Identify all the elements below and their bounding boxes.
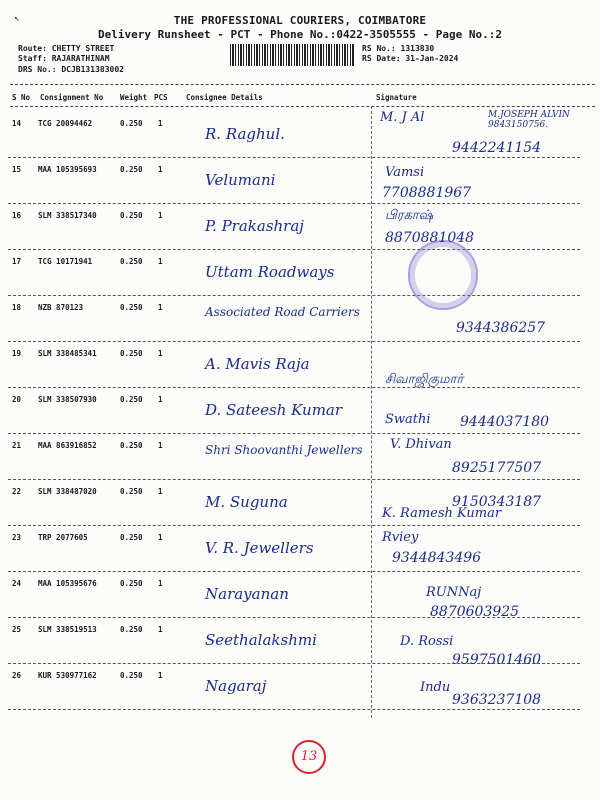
- company-stamp: [408, 240, 478, 310]
- col-sno: S No: [12, 93, 31, 102]
- row-phone: 8870603925: [430, 604, 520, 620]
- table-row: [0, 203, 600, 249]
- row-consignment: TRP 2077605: [38, 533, 88, 542]
- row-weight: 0.250: [120, 211, 143, 220]
- row-pcs: 1: [158, 671, 163, 680]
- table-row: [0, 249, 600, 295]
- row-consignment: SLM 338519513: [38, 625, 97, 634]
- row-consignee: R. Raghul.: [205, 125, 285, 143]
- row-pcs: 1: [158, 303, 163, 312]
- row-signature: Indu: [420, 680, 451, 695]
- row-sno: 21: [12, 441, 22, 450]
- row-sno: 19: [12, 349, 22, 358]
- row-signature: K. Ramesh Kumar: [382, 506, 502, 521]
- row-pcs: 1: [158, 579, 163, 588]
- row-pcs: 1: [158, 211, 163, 220]
- row-pcs: 1: [158, 165, 163, 174]
- row-sno: 14: [12, 119, 22, 128]
- row-consignee: Associated Road Carriers: [205, 305, 360, 319]
- row-weight: 0.250: [120, 395, 143, 404]
- col-consignee: Consignee Details: [186, 93, 263, 102]
- table-row: [0, 525, 600, 571]
- row-pcs: 1: [158, 349, 163, 358]
- row-divider: [8, 709, 580, 710]
- row-weight: 0.250: [120, 349, 143, 358]
- corner-mark: ↖: [14, 14, 20, 24]
- row-sno: 23: [12, 533, 22, 542]
- row-consignee: Narayanan: [205, 585, 289, 603]
- row-phone: 9442241154: [452, 140, 542, 156]
- row-weight: 0.250: [120, 257, 143, 266]
- row-consignment: MAA 863916852: [38, 441, 97, 450]
- col-weight: Weight: [120, 93, 148, 102]
- row-sno: 16: [12, 211, 22, 220]
- row-sno: 25: [12, 625, 22, 634]
- row-weight: 0.250: [120, 487, 143, 496]
- rs-number: RS No.: 1313830: [362, 44, 435, 53]
- row-pcs: 1: [158, 625, 163, 634]
- row-phone: 9150343187: [452, 494, 542, 510]
- row-phone: 8925177507: [452, 460, 542, 476]
- row-weight: 0.250: [120, 625, 143, 634]
- row-consignment: MAA 105395676: [38, 579, 97, 588]
- row-signature: பிரகாஷ்: [385, 208, 434, 223]
- row-consignee: V. R. Jewellers: [205, 539, 314, 557]
- page-mark: 13: [292, 740, 326, 774]
- row-phone: 9344843496: [392, 550, 482, 566]
- col-consignment: Consignment No: [40, 93, 104, 102]
- row-signature: RUNNaj: [426, 585, 482, 600]
- col-signature: Signature: [376, 93, 417, 102]
- row-consignment: SLM 338487020: [38, 487, 97, 496]
- table-row: [0, 341, 600, 387]
- row-sno: 20: [12, 395, 22, 404]
- row-pcs: 1: [158, 395, 163, 404]
- barcode: [230, 44, 355, 66]
- row-phone: 9597501460: [452, 652, 542, 668]
- row-weight: 0.250: [120, 533, 143, 542]
- row-phone: 7708881967: [382, 185, 472, 201]
- row-consignment: KUR 530977162: [38, 671, 97, 680]
- row-consignment: SLM 338485341: [38, 349, 97, 358]
- row-consignee: Velumani: [205, 171, 276, 189]
- row-consignment: TCG 10171941: [38, 257, 93, 266]
- row-sno: 18: [12, 303, 22, 312]
- row-consignee: M. Suguna: [205, 493, 288, 511]
- header-bottom-divider: [10, 106, 595, 107]
- row-consignment: SLM 338517340: [38, 211, 97, 220]
- row-consignee: Nagaraj: [205, 677, 267, 695]
- row-signature: V. Dhivan: [390, 437, 452, 452]
- row-signature-note: M.JOSEPH ALVIN 9843150756.: [488, 110, 570, 130]
- row-sno: 24: [12, 579, 22, 588]
- row-consignee: Shri Shoovanthi Jewellers: [205, 443, 363, 457]
- route-label: Route: CHETTY STREET: [18, 44, 115, 53]
- row-sno: 17: [12, 257, 22, 266]
- row-weight: 0.250: [120, 119, 143, 128]
- row-pcs: 1: [158, 441, 163, 450]
- row-phone: 9344386257: [456, 320, 546, 336]
- row-consignment: NZB 870123: [38, 303, 84, 312]
- row-phone: 8870881048: [385, 230, 475, 246]
- row-consignee: Seethalakshmi: [205, 631, 317, 649]
- row-consignee: P. Prakashraj: [205, 217, 304, 235]
- row-consignee: A. Mavis Raja: [205, 355, 310, 373]
- row-signature: Swathi: [385, 412, 431, 427]
- company-title: THE PROFESSIONAL COURIERS, COIMBATORE: [173, 14, 427, 27]
- row-pcs: 1: [158, 487, 163, 496]
- row-weight: 0.250: [120, 671, 143, 680]
- row-consignee: D. Sateesh Kumar: [205, 401, 343, 419]
- row-sno: 26: [12, 671, 22, 680]
- header-divider: [10, 84, 595, 85]
- row-sno: 22: [12, 487, 22, 496]
- row-phone: 9363237108: [452, 692, 542, 708]
- col-pcs: PCS: [154, 93, 168, 102]
- row-signature: சிவாஜிகுமார்: [385, 372, 464, 387]
- row-consignment: TCG 20094462: [38, 119, 93, 128]
- row-signature: Vamsi: [385, 165, 425, 180]
- row-sno: 15: [12, 165, 22, 174]
- row-weight: 0.250: [120, 165, 143, 174]
- row-consignee: Uttam Roadways: [205, 263, 335, 281]
- row-consignment: MAA 105395693: [38, 165, 97, 174]
- staff-label: Staff: RAJARATHINAM: [18, 54, 110, 63]
- rs-date: RS Date: 31-Jan-2024: [362, 54, 459, 63]
- row-weight: 0.250: [120, 579, 143, 588]
- row-pcs: 1: [158, 257, 163, 266]
- row-signature: Rviey: [382, 530, 419, 545]
- row-consignment: SLM 338507930: [38, 395, 97, 404]
- row-signature: D. Rossi: [400, 634, 454, 649]
- row-signature: M. J Al: [380, 110, 425, 125]
- row-weight: 0.250: [120, 441, 143, 450]
- row-phone: 9444037180: [460, 414, 550, 430]
- runsheet-subtitle: Delivery Runsheet - PCT - Phone No.:0422-3505555 - Page No.:2: [98, 28, 502, 41]
- table-row: [0, 157, 600, 203]
- row-pcs: 1: [158, 119, 163, 128]
- drs-number: DRS No.: DCJB131383002: [18, 65, 124, 74]
- row-pcs: 1: [158, 533, 163, 542]
- row-weight: 0.250: [120, 303, 143, 312]
